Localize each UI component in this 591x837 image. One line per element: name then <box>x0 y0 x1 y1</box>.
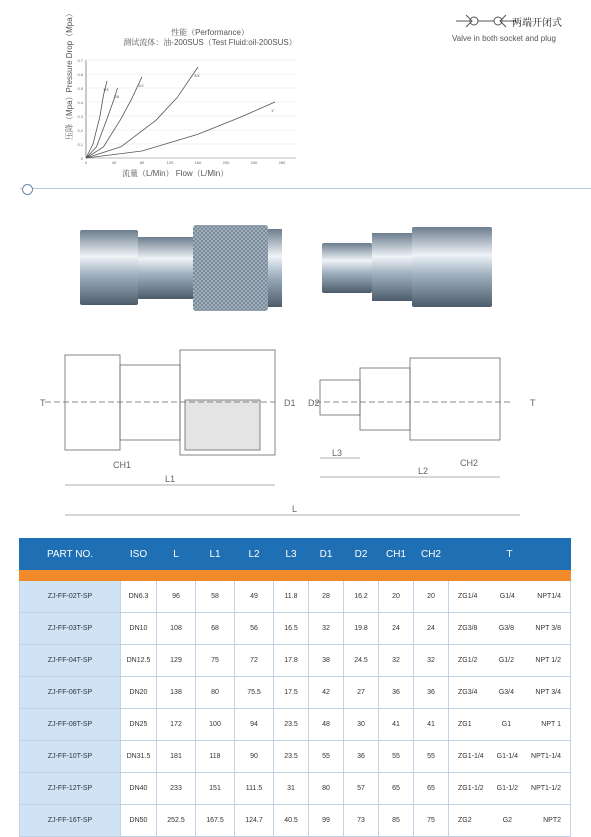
spec-cell: 90 <box>235 741 274 773</box>
part-number-cell: ZJ-FF-06T-SP <box>20 677 121 709</box>
valve-label-cn: 两端开闭式 <box>512 18 562 29</box>
thread-npt: NPT2 <box>543 817 561 824</box>
part-number-cell: ZJ-FF-10T-SP <box>20 741 121 773</box>
spec-cell: 118 <box>196 741 235 773</box>
thread-g: G3/4 <box>498 689 515 696</box>
chart-y-tick-label: 0.7 <box>77 58 83 63</box>
valve-symbol-icon <box>456 12 516 30</box>
spec-cell: 32 <box>414 645 449 677</box>
table-row <box>20 581 571 613</box>
thread-npt: NPT 1/2 <box>535 657 561 664</box>
chart-x-tick-label: 280 <box>278 160 286 165</box>
spec-cell: 31 <box>274 773 309 805</box>
dim-label-l: L <box>292 504 298 514</box>
spec-cell: 75.5 <box>235 677 274 709</box>
spec-cell: 65 <box>379 773 414 805</box>
header-d2: D2 <box>344 539 379 570</box>
spec-cell: 108 <box>157 613 196 645</box>
thread-npt: NPT1-1/4 <box>531 753 561 760</box>
chart-series-label: 1" <box>271 108 275 113</box>
thread-cell <box>449 709 571 741</box>
header-l: L <box>157 539 196 570</box>
thread-npt: NPT 1 <box>541 721 561 728</box>
spec-cell: 99 <box>309 805 344 837</box>
spec-cell: 19.8 <box>344 613 379 645</box>
thread-npt: NPT 3/8 <box>535 625 561 632</box>
dim-label-l1: L1 <box>165 474 176 484</box>
spec-cell: 23.5 <box>274 741 309 773</box>
socket-photo <box>80 225 282 311</box>
dim-label-l2: L2 <box>418 466 429 476</box>
spec-cell: 17.5 <box>274 677 309 709</box>
spec-cell: 94 <box>235 709 274 741</box>
header-t: T <box>449 539 571 570</box>
part-number-cell: ZJ-FF-08T-SP <box>20 709 121 741</box>
spec-cell: 36 <box>414 677 449 709</box>
spec-cell: 24.5 <box>344 645 379 677</box>
thread-g: G1-1/2 <box>496 785 519 792</box>
table-header-row <box>20 539 571 570</box>
spec-cell: DN6.3 <box>121 581 157 613</box>
spec-cell: 100 <box>196 709 235 741</box>
chart-y-tick-label: 0.4 <box>77 100 83 105</box>
technical-drawing <box>40 340 550 530</box>
spec-cell: 129 <box>157 645 196 677</box>
chart-x-tick-label: 80 <box>139 160 145 165</box>
chart-x-tick-label: 200 <box>222 160 230 165</box>
spec-cell: 65 <box>414 773 449 805</box>
spec-cell: 11.8 <box>274 581 309 613</box>
chart-plot <box>0 0 300 185</box>
spec-cell: 68 <box>196 613 235 645</box>
spec-cell: 38 <box>309 645 344 677</box>
spec-cell: DN31.5 <box>121 741 157 773</box>
header-iso: ISO <box>121 539 157 570</box>
chart-series-label: 3/4 <box>194 73 200 78</box>
table-row <box>20 677 571 709</box>
thread-zg: ZG3/8 <box>458 625 478 632</box>
spec-cell: 96 <box>157 581 196 613</box>
spec-cell: 17.8 <box>274 645 309 677</box>
table-row <box>20 613 571 645</box>
spec-cell: 138 <box>157 677 196 709</box>
spec-cell: 172 <box>157 709 196 741</box>
spec-table <box>19 538 571 837</box>
section-divider <box>20 188 591 189</box>
coupling-photo <box>80 215 500 315</box>
header-d1: D1 <box>309 539 344 570</box>
spec-cell: DN20 <box>121 677 157 709</box>
header-l3: L3 <box>274 539 309 570</box>
spec-cell: 80 <box>309 773 344 805</box>
spec-cell: 55 <box>309 741 344 773</box>
thread-zg: ZG1 <box>458 721 472 728</box>
chart-series-label: 1/2 <box>138 82 144 88</box>
thread-g: G3/8 <box>498 625 515 632</box>
table-row <box>20 773 571 805</box>
spec-cell: 75 <box>414 805 449 837</box>
spec-cell: 58 <box>196 581 235 613</box>
spec-cell: DN40 <box>121 773 157 805</box>
spec-cell: DN25 <box>121 709 157 741</box>
thread-g: G1 <box>501 721 512 728</box>
spec-cell: 151 <box>196 773 235 805</box>
dim-label-ch1: CH1 <box>113 460 132 470</box>
spec-cell: DN10 <box>121 613 157 645</box>
chart-title: 性能（Performance） <box>171 28 249 37</box>
spec-cell: 57 <box>344 773 379 805</box>
spec-cell: 32 <box>309 613 344 645</box>
spec-cell: 32 <box>379 645 414 677</box>
spec-cell: 233 <box>157 773 196 805</box>
thread-npt: NPT1-1/2 <box>531 785 561 792</box>
spec-cell: 55 <box>379 741 414 773</box>
chart-series-line <box>86 77 142 158</box>
header-part-no: PART NO. <box>20 539 121 570</box>
thread-npt: NPT1/4 <box>537 593 561 600</box>
chart-x-label: 流量（L/Min） Flow（L/Min） <box>122 169 229 178</box>
thread-g: G1/4 <box>499 593 515 600</box>
dim-label-ch2: CH2 <box>460 458 479 468</box>
spec-cell: 252.5 <box>157 805 196 837</box>
header-l2: L2 <box>235 539 274 570</box>
chart-x-tick-label: 120 <box>166 160 174 165</box>
thread-g: G1/2 <box>498 657 515 664</box>
chart-y-tick-label: 0.3 <box>77 114 83 119</box>
thread-zg: ZG1-1/2 <box>458 785 484 792</box>
part-number-cell: ZJ-FF-03T-SP <box>20 613 121 645</box>
valve-label-en: Valve in both socket and plug <box>452 34 556 43</box>
spec-cell: 56 <box>235 613 274 645</box>
spec-cell: 40.5 <box>274 805 309 837</box>
spec-cell: 20 <box>414 581 449 613</box>
thread-zg: ZG1-1/4 <box>458 753 484 760</box>
chart-y-tick-label: 0.1 <box>77 142 83 147</box>
part-number-cell: ZJ-FF-02T-SP <box>20 581 121 613</box>
spec-cell: 73 <box>344 805 379 837</box>
spec-cell: 181 <box>157 741 196 773</box>
spec-cell: 20 <box>379 581 414 613</box>
spec-cell: 80 <box>196 677 235 709</box>
chart-y-tick-label: 0.6 <box>77 72 83 77</box>
chart-series-line <box>86 67 198 158</box>
thread-zg: ZG1/2 <box>458 657 478 664</box>
spec-cell: DN50 <box>121 805 157 837</box>
plug-outline <box>315 358 510 440</box>
spec-cell: 111.5 <box>235 773 274 805</box>
plug-photo <box>322 227 492 307</box>
spec-cell: 36 <box>344 741 379 773</box>
spec-cell: 41 <box>379 709 414 741</box>
chart-series-label: 1/4 <box>103 87 109 92</box>
thread-zg: ZG2 <box>458 817 472 824</box>
spec-cell: 75 <box>196 645 235 677</box>
spec-cell: 23.5 <box>274 709 309 741</box>
spec-cell: 27 <box>344 677 379 709</box>
dim-label-l3: L3 <box>332 448 343 458</box>
thread-cell <box>449 773 571 805</box>
header-ch1: CH1 <box>379 539 414 570</box>
chart-x-tick-label: 40 <box>111 160 117 165</box>
spec-cell: 16.2 <box>344 581 379 613</box>
table-row <box>20 645 571 677</box>
part-number-cell: ZJ-FF-16T-SP <box>20 805 121 837</box>
thread-cell <box>449 677 571 709</box>
part-number-cell: ZJ-FF-04T-SP <box>20 645 121 677</box>
spec-cell: 167.5 <box>196 805 235 837</box>
spec-cell: 24 <box>414 613 449 645</box>
thread-g: G2 <box>502 817 513 824</box>
thread-cell <box>449 613 571 645</box>
chart-series-label: 3/8 <box>113 94 120 99</box>
spec-cell: 55 <box>414 741 449 773</box>
part-number-cell: ZJ-FF-12T-SP <box>20 773 121 805</box>
thread-cell <box>449 581 571 613</box>
spec-cell: DN12.5 <box>121 645 157 677</box>
table-row <box>20 805 571 837</box>
thread-cell <box>449 645 571 677</box>
table-row <box>20 741 571 773</box>
spec-cell: 49 <box>235 581 274 613</box>
spec-cell: 41 <box>414 709 449 741</box>
dim-label-t-left: T <box>40 398 46 408</box>
chart-y-tick-label: 0.2 <box>77 128 83 133</box>
divider-dot-icon <box>22 184 33 195</box>
chart-y-label: 压降（Mpa）Pressure Drop（Mpa） <box>65 9 74 140</box>
dim-label-d1: D1 <box>284 398 296 408</box>
thread-cell <box>449 741 571 773</box>
thread-cell <box>449 805 571 837</box>
header-l1: L1 <box>196 539 235 570</box>
chart-y-tick-label: 0.5 <box>77 86 83 91</box>
thread-g: G1-1/4 <box>496 753 519 760</box>
socket-outline <box>45 350 275 455</box>
accent-row <box>20 570 571 581</box>
dim-label-t-right: T <box>530 398 536 408</box>
thread-zg: ZG1/4 <box>458 593 478 600</box>
spec-cell: 72 <box>235 645 274 677</box>
spec-cell: 48 <box>309 709 344 741</box>
spec-cell: 28 <box>309 581 344 613</box>
thread-npt: NPT 3/4 <box>535 689 561 696</box>
spec-cell: 85 <box>379 805 414 837</box>
chart-x-tick-label: 240 <box>250 160 258 165</box>
spec-cell: 30 <box>344 709 379 741</box>
spec-cell: 24 <box>379 613 414 645</box>
spec-cell: 124.7 <box>235 805 274 837</box>
dim-label-d2: D2 <box>308 398 320 408</box>
table-row <box>20 709 571 741</box>
spec-cell: 42 <box>309 677 344 709</box>
spec-cell: 36 <box>379 677 414 709</box>
chart-x-tick-label: 0 <box>84 160 88 165</box>
header-ch2: CH2 <box>414 539 449 570</box>
chart-y-tick-label: 0 <box>80 156 83 161</box>
thread-zg: ZG3/4 <box>458 689 478 696</box>
chart-x-tick-label: 160 <box>194 160 202 165</box>
spec-cell: 16.5 <box>274 613 309 645</box>
chart-subtitle: 测试流体：油-200SUS（Test Fluid:oil-200SUS） <box>123 38 297 47</box>
